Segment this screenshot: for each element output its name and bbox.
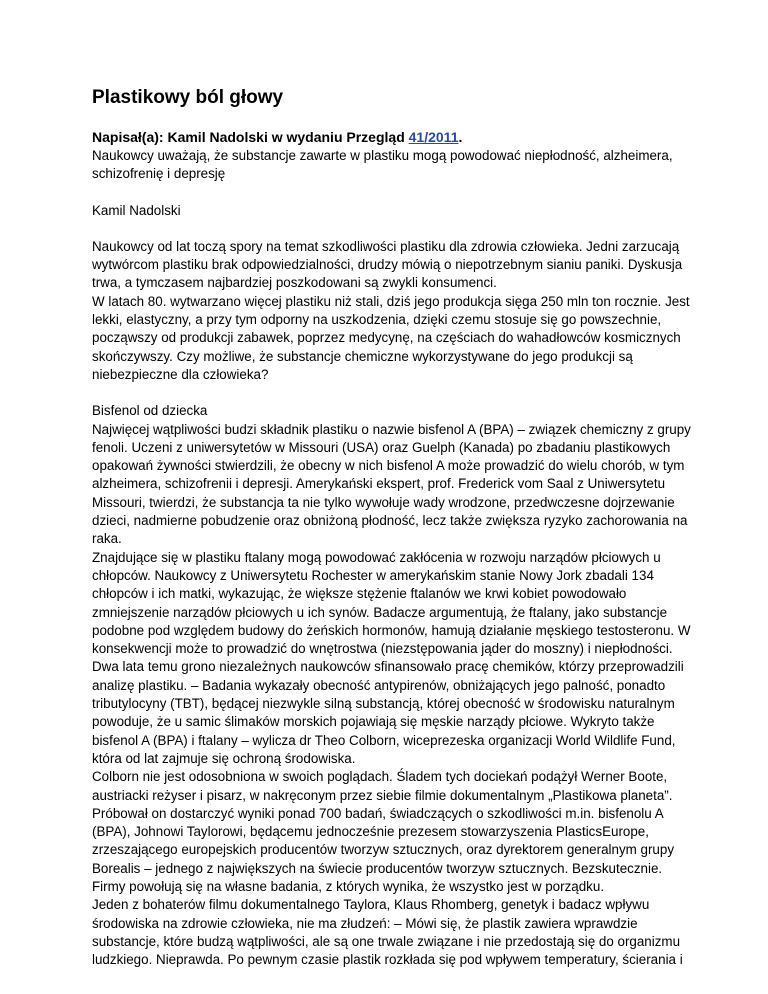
paragraph-intro-1: Naukowcy od lat toczą spory na temat szkodliwości plastiku dla zdrowia człowieka. Jedni zarzucają wytwórcom plastiku brak odpowiedzialności, drudzy mówią o niepotrzebnym sianiu paniki. Dyskusja trwa, a tymczasem najbardziej poszkodowani są zwykli konsumenci.	[92, 238, 683, 291]
paragraph-bisfenol: Najwięcej wątpliwości budzi składnik plastiku o nazwie bisfenol A (BPA) – związek chemiczny z grupy fenoli. Uczeni z uniwersytetów w Missouri (USA) oraz Guelph (Kanada) po zbadaniu plastikowych opakowań żywności stwierdzili, że obecny w nich bisfenol A może prowadzić do wielu chorób, w tym alzheimera, schizofrenii i depresji. Amerykański ekspert, prof. Frederick vom Saal z Uniwersytetu Missouri, twierdzi, że substancja ta nie tylko wywołuje wady wrodzone, przedwczesne dojrzewanie dzieci, nadmierne pobudzenie oraz obniżoną płodność, lecz także zwiększa ryzyko zachorowania na raka.	[92, 421, 691, 547]
article	[92, 86, 692, 969]
article-lead: Naukowcy uważają, że substancje zawarte w plastiku mogą powodować niepłodność, alzheimera, schizofrenię i depresję	[92, 148, 673, 182]
issue-link[interactable]: 41/2011	[408, 129, 459, 145]
paragraph-analiza: Dwa lata temu grono niezależnych naukowców sfinansowało pracę chemików, którzy przeprowadzili analizę plastiku. – Badania wykazały obecność antypirenów, obniżających jego palność, ponadto tributylocyny (TBT), będącej niezwykle silną substancją, której obecność w środowisku naturalnym powoduje, że u samic ślimaków morskich pojawiają się męskie narządy płciowe. Wykryto także bisfenol A (BPA) i ftalany – wylicza dr Theo Colborn, wiceprezeska organizacji World Wildlife Fund, która od lat zajmuje się ochroną środowiska.	[92, 659, 684, 766]
article-title: Plastikowy ból głowy	[92, 87, 284, 108]
paragraph-colborn: Colborn nie jest odosobniona w swoich poglądach. Śladem tych dociekań podążył Werner Boote, austriacki reżyser i pisarz, w nakręconym przez siebie filmie dokumentalnym „Plastikowa planeta”. Próbował on dostarczyć wyniki ponad 700 badań, świadczących o szkodliwości m.in. bisfenolu A (BPA), Johnowi Taylorowi, będącemu jednocześnie prezesem stowarzyszenia PlasticsEurope, zrzeszającego europejskich producentów tworzyw sztucznych, oraz dyrektorem generalnym grupy Borealis – jednego z największych na świecie producentów tworzyw sztucznych. Bezskutecznie. Firmy powołują się na własne badania, z których wynika, że wszystko jest w porządku.	[92, 769, 675, 894]
byline-suffix: .	[458, 129, 463, 145]
paragraph-ftalany: Znajdujące się w plastiku ftalany mogą powodować zakłócenia w rozwoju narządów płciowych u chłopców. Naukowcy z Uniwersytetu Rochester w amerykańskim stanie Nowy Jork zbadali 134 chłopców i ich matki, wykazując, że większe stężenie ftalanów we krwi kobiet powodowało zmniejszenie narządów płciowych u ich synów. Badacze argumentują, że ftalany, jako substancje podobne pod względem budowy do żeńskich hormonów, hamują działanie męskiego testosteronu. W konsekwencji może to prowadzić do wnętrostwa (niezstępowania jąder do moszny) i niepłodności.	[92, 549, 691, 657]
paragraph-intro-2: W latach 80. wytwarzano więcej plastiku niż stali, dziś jego produkcja sięga 250 mln ton rocznie. Jest lekki, elastyczny, a przy tym odporny na uszkodzenia, dzięki czemu stosuje się go powszechnie, począwszy od produkcji zabawek, poprzez medycynę, na częściach do wahadłowców kosmicznych skończywszy. Czy możliwe, że substancje chemiczne wykorzystywane do jego produkcji są niebezpieczne dla człowieka?	[92, 293, 690, 382]
article-author: Kamil Nadolski	[92, 202, 181, 218]
article-byline	[92, 127, 692, 147]
paragraph-rhomberg: Jeden z bohaterów filmu dokumentalnego Taylora, Klaus Rhomberg, genetyk i badacz wpływu środowiska na zdrowie człowieka, nie ma złudzeń: – Mówi się, że plastik zawiera wprawdzie substancje, które budzą wątpliwości, ale są one trwale związane i nie przedostają się do organizmu ludzkiego. Nieprawda. Po pewnym czasie plastik rozkłada się pod wpływem temperatury, ścierania i	[92, 897, 683, 968]
section-heading: Bisfenol od dziecka	[92, 403, 208, 419]
byline-text: Napisał(a): Kamil Nadolski w wydaniu Przegląd	[92, 129, 409, 145]
